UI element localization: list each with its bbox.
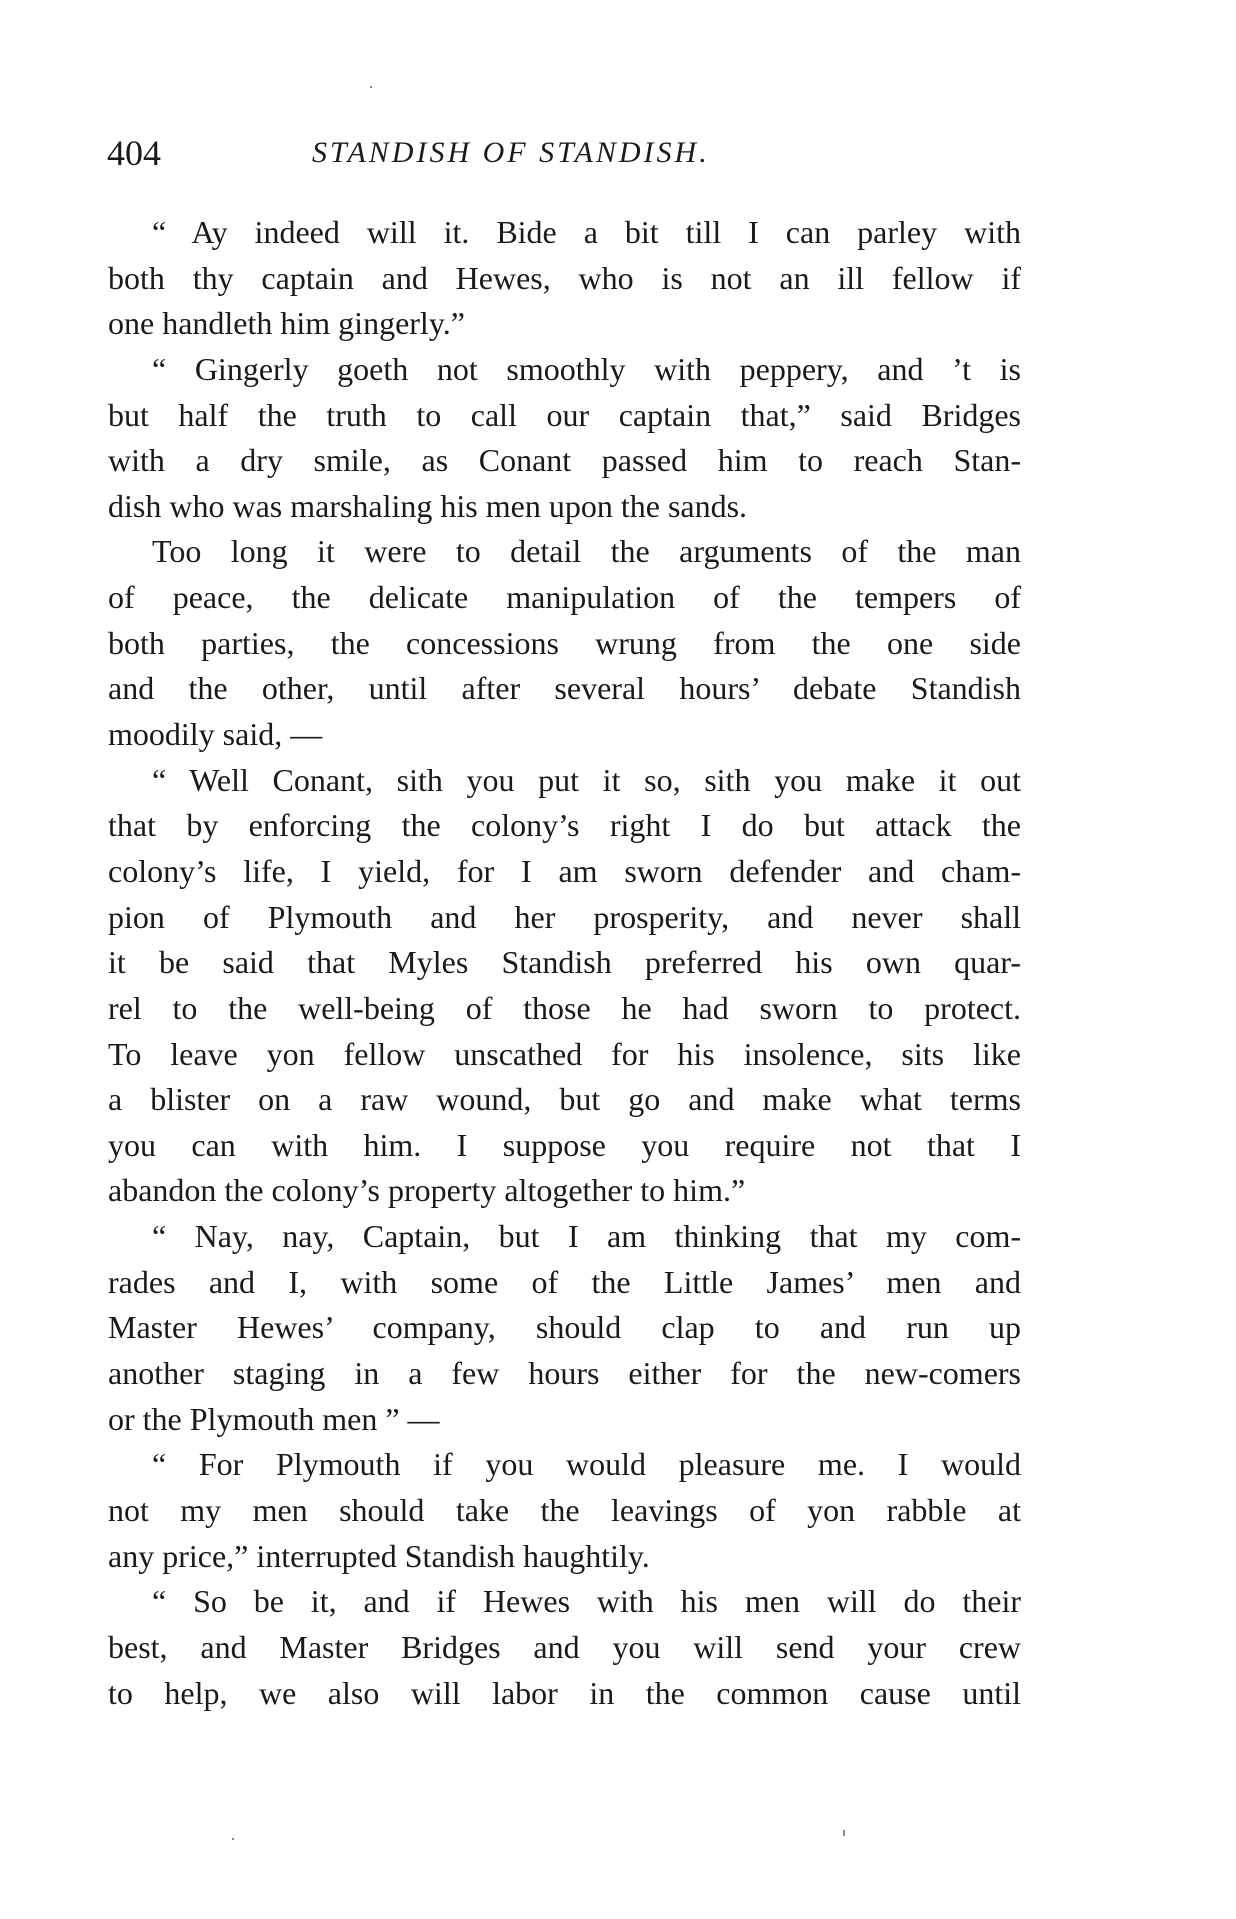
text-line: it be said that Myles Standish preferred his own quar-	[108, 944, 1021, 981]
body-text	[108, 210, 1021, 1716]
text-line: both parties, the concessions wrung from the one side	[108, 624, 1021, 661]
scan-speck	[232, 1838, 234, 1840]
text-line: a blister on a raw wound, but go and make what terms	[108, 1081, 1021, 1118]
text-line: any price,” interrupted Standish haughtily.	[108, 1537, 650, 1574]
text-line: moodily said, —	[108, 716, 323, 753]
text-line: rades and I, with some of the Little James’ men and	[108, 1263, 1021, 1300]
text-line: To leave yon fellow unscathed for his insolence, sits like	[108, 1035, 1021, 1072]
text-line: that by enforcing the colony’s right I do but attack the	[108, 807, 1021, 844]
text-line: abandon the colony’s property altogether to him.”	[108, 1172, 746, 1209]
running-head: STANDISH OF STANDISH.	[312, 136, 710, 169]
text-line: best, and Master Bridges and you will send your crew	[108, 1628, 1021, 1665]
text-line: one handleth him gingerly.”	[108, 305, 465, 342]
text-line: pion of Plymouth and her prosperity, and never shall	[108, 898, 1021, 935]
text-line: Master Hewes’ company, should clap to and run up	[108, 1309, 1021, 1346]
text-line: to help, we also will labor in the common cause until	[108, 1674, 1021, 1711]
text-line: “ Ay indeed will it. Bide a bit till I can parley with	[152, 214, 1021, 250]
scan-speck	[370, 86, 372, 88]
text-line: rel to the well-being of those he had sworn to protect.	[108, 989, 1021, 1026]
text-line: dish who was marshaling his men upon the sands.	[108, 487, 748, 524]
text-line: you can with him. I suppose you require not that I	[108, 1126, 1021, 1163]
text-line: “ Gingerly goeth not smoothly with peppery, and ’t is	[152, 350, 1021, 387]
page-number: 404	[107, 133, 161, 173]
text-line: not my men should take the leavings of yon rabble at	[108, 1491, 1021, 1528]
text-line: of peace, the delicate manipulation of the tempers of	[108, 579, 1021, 616]
text-line: “ Well Conant, sith you put it so, sith you make it out	[152, 761, 1021, 798]
text-line: “ So be it, and if Hewes with his men will do their	[152, 1583, 1021, 1620]
text-line: with a dry smile, as Conant passed him to reach Stan-	[108, 442, 1021, 479]
scan-speck	[843, 1830, 845, 1836]
text-line: and the other, until after several hours’ debate Standish	[108, 670, 1021, 707]
text-line: or the Plymouth men ” —	[108, 1400, 440, 1437]
text-line: but half the truth to call our captain that,” said Bridges	[108, 396, 1021, 433]
text-line: “ Nay, nay, Captain, but I am thinking that my com-	[152, 1218, 1021, 1255]
text-line: “ For Plymouth if you would pleasure me. I would	[152, 1446, 1021, 1483]
text-line: Too long it were to detail the arguments of the man	[152, 533, 1021, 570]
text-line: another staging in a few hours either for the new-comers	[108, 1355, 1021, 1392]
page-header	[107, 128, 1027, 178]
text-line: colony’s life, I yield, for I am sworn defender and cham-	[108, 852, 1021, 889]
text-line: both thy captain and Hewes, who is not an ill fellow if	[108, 259, 1021, 296]
